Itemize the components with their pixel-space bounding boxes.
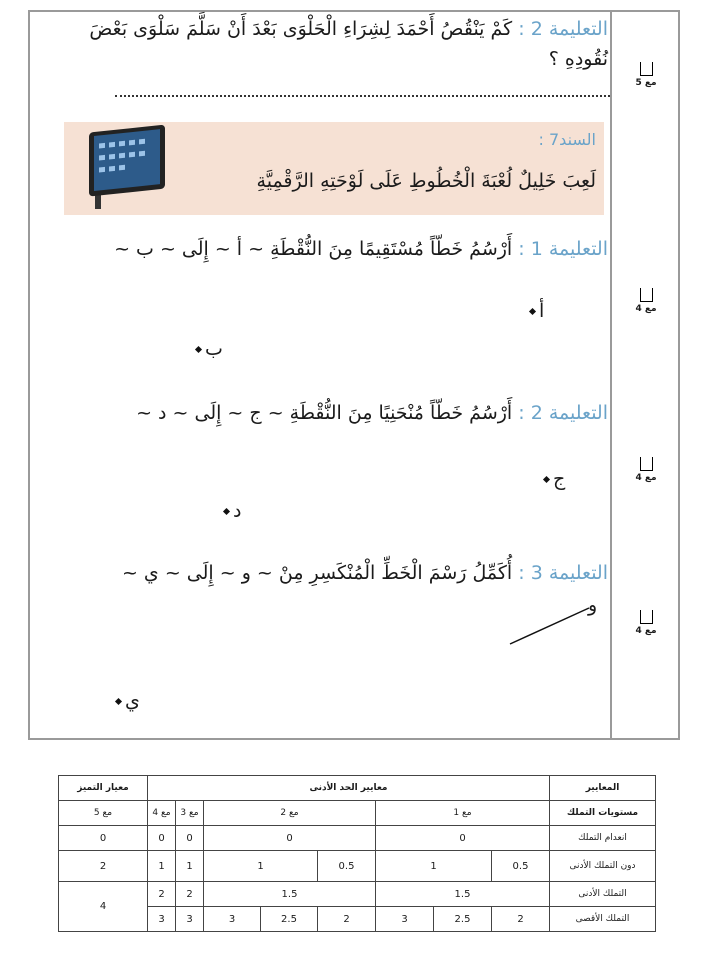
point-jim-label: ج xyxy=(553,468,566,490)
point-marker xyxy=(529,308,536,315)
sanad-label: السند7 : xyxy=(538,130,596,149)
score-box-q1[interactable] xyxy=(632,288,660,314)
score-box-icon xyxy=(640,62,653,76)
answer-dotted-line xyxy=(115,95,610,97)
table-cell: 2.5 xyxy=(434,907,492,932)
point-marker xyxy=(195,346,202,353)
table-cell: 0 xyxy=(148,826,176,851)
header-levels: مستويات التملك xyxy=(550,801,656,826)
previous-question-label: التعليمة 2 : xyxy=(518,18,608,40)
score-box-q2[interactable] xyxy=(632,457,660,483)
row-label: التملك الأقصى xyxy=(550,907,656,932)
table-cell: 2 xyxy=(59,851,148,882)
table-cell: 2 xyxy=(148,882,176,907)
table-cell: 3 xyxy=(376,907,434,932)
question-2 xyxy=(136,402,608,424)
col-c1: مع 1 xyxy=(376,801,550,826)
sanad-text: لَعِبَ خَلِيلٌ لُعْبَةَ الْخُطُوطِ عَلَى لَوْحَتِهِ الرَّقْمِيَّةِ xyxy=(256,170,596,192)
table-row xyxy=(59,907,656,932)
point-waw-label: و xyxy=(588,594,598,616)
table-cell: 0 xyxy=(204,826,376,851)
col-c3: مع 3 xyxy=(176,801,204,826)
point-ya-label: ي xyxy=(125,690,140,712)
question-1 xyxy=(114,238,608,260)
table-cell: 1 xyxy=(204,851,318,882)
criteria-table xyxy=(58,775,656,932)
table-cell: 0 xyxy=(376,826,550,851)
table-cell: 0 xyxy=(59,826,148,851)
header-excellence: معيار التميز xyxy=(59,776,148,801)
table-cell: 4 xyxy=(59,882,148,932)
question-3-text: أُكَمِّلُ رَسْمَ الْخَطِّ الْمُنْكَسِرِ مِنْ ~ و ~ إِلَى ~ ي ~ xyxy=(121,562,513,584)
table-cell: 0.5 xyxy=(492,851,550,882)
table-cell: 3 xyxy=(176,907,204,932)
point-ya[interactable] xyxy=(112,690,140,712)
previous-question-line2: نُقُودِهِ ؟ xyxy=(548,48,608,70)
question-3 xyxy=(122,562,608,584)
table-cell: 2.5 xyxy=(261,907,318,932)
previous-question xyxy=(89,18,608,40)
point-marker xyxy=(115,698,122,705)
table-cell: 2 xyxy=(176,882,204,907)
score-label: مع 4 xyxy=(635,626,657,636)
table-row xyxy=(59,776,656,801)
table-cell: 0.5 xyxy=(318,851,376,882)
point-ba[interactable] xyxy=(192,338,223,360)
question-1-text: أَرْسُمُ خَطّاً مُسْتَقِيمًا مِنَ النُّقْطَةِ ~ أ ~ إِلَى ~ ب ~ xyxy=(114,238,513,260)
table-cell: 1.5 xyxy=(204,882,376,907)
table-cell: 3 xyxy=(148,907,176,932)
score-box-icon xyxy=(640,288,653,302)
table-cell: 3 xyxy=(204,907,261,932)
score-box-q3[interactable] xyxy=(632,610,660,636)
table-cell: 2 xyxy=(318,907,376,932)
col-c4: مع 4 xyxy=(148,801,176,826)
point-jim[interactable] xyxy=(540,468,565,490)
question-2-label: التعليمة 2 : xyxy=(518,402,608,424)
score-label: مع 4 xyxy=(635,304,657,314)
table-row xyxy=(59,826,656,851)
header-criteria: المعايير xyxy=(550,776,656,801)
col-c2: مع 2 xyxy=(204,801,376,826)
score-label: مع 5 xyxy=(635,78,657,88)
score-label: مع 4 xyxy=(635,473,657,483)
point-dal[interactable] xyxy=(220,500,241,522)
col-c5: مع 5 xyxy=(59,801,148,826)
point-dal-label: د xyxy=(233,500,242,522)
point-marker xyxy=(543,476,550,483)
table-cell: 1 xyxy=(376,851,492,882)
score-box-icon xyxy=(640,610,653,624)
table-row xyxy=(59,851,656,882)
tablet-icon xyxy=(85,125,169,215)
table-cell: 1 xyxy=(148,851,176,882)
question-1-label: التعليمة 1 : xyxy=(518,238,608,260)
table-row xyxy=(59,882,656,907)
table-row xyxy=(59,801,656,826)
score-box-prev[interactable] xyxy=(632,62,660,88)
point-alef[interactable] xyxy=(526,300,544,322)
row-label: انعدام التملك xyxy=(550,826,656,851)
question-3-label: التعليمة 3 : xyxy=(518,562,608,584)
row-label: التملك الأدنى xyxy=(550,882,656,907)
score-box-icon xyxy=(640,457,653,471)
table-cell: 0 xyxy=(176,826,204,851)
point-waw[interactable] xyxy=(588,594,597,616)
table-cell: 1.5 xyxy=(376,882,550,907)
score-margin-divider xyxy=(610,10,612,740)
question-2-text: أَرْسُمُ خَطّاً مُنْحَنِيًا مِنَ النُّقْطَةِ ~ ج ~ إِلَى ~ د ~ xyxy=(136,402,513,424)
point-marker xyxy=(223,508,230,515)
previous-question-line1: كَمْ يَنْقُصُ أَحْمَدَ لِشِرَاءِ الْحَلْوَى بَعْدَ أَنْ سَلَّمَ سَلْوَى بَعْضَ xyxy=(89,18,513,40)
table-cell: 1 xyxy=(176,851,204,882)
table-cell: 2 xyxy=(492,907,550,932)
header-minimum: معايير الحد الأدنى xyxy=(148,776,550,801)
point-alef-label: أ xyxy=(539,300,545,322)
row-label: دون التملك الأدنى xyxy=(550,851,656,882)
point-ba-label: ب xyxy=(205,338,223,360)
